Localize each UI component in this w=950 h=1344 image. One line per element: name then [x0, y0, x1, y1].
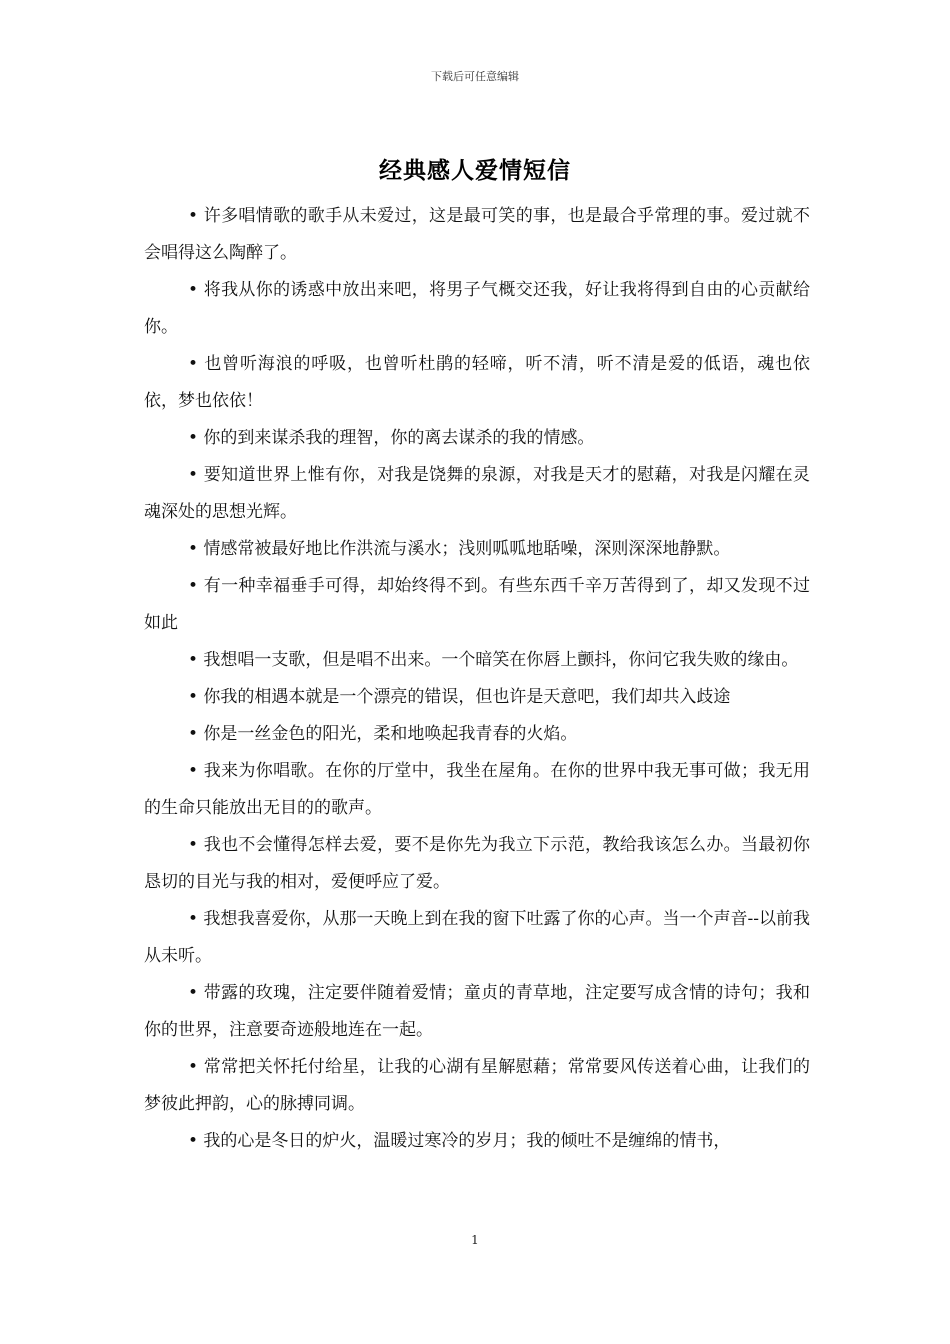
list-item: • 也曾听海浪的呼吸，也曾听杜鹃的轻啼，听不清，听不清是爱的低语，魂也依依，梦也依依！ [144, 354, 810, 411]
document-title: 经典感人爱情短信 [379, 158, 571, 184]
list-item: • 带露的玫瑰，注定要伴随着爱情；童贞的青草地，注定要写成含情的诗句；我和你的世界，注意要奇迹般地连在一起。 [144, 983, 810, 1040]
list-item: • 我也不会懂得怎样去爱，要不是你先为我立下示范，教给我该怎么办。当最初你恳切的目光与我的相对，爱便呼应了爱。 [144, 835, 810, 892]
document-body [144, 198, 810, 1160]
list-item: • 我想我喜爱你，从那一天晚上到在我的窗下吐露了你的心声。当一个声音--以前我从未听。 [144, 909, 810, 966]
list-item: • 我的心是冬日的炉火，温暖过寒冷的岁月；我的倾吐不是缠绵的情书， [188, 1131, 731, 1151]
list-item: • 你我的相遇本就是一个漂亮的错误，但也许是天意吧，我们却共入歧途 [188, 687, 731, 707]
list-item: • 你的到来谋杀我的理智，你的离去谋杀的我的情感。 [188, 428, 595, 448]
list-item: • 常常把关怀托付给星，让我的心湖有星解慰藉；常常要风传送着心曲，让我们的梦彼此押韵，心的脉搏同调。 [144, 1057, 810, 1114]
list-item: • 我来为你唱歌。在你的厅堂中，我坐在屋角。在你的世界中我无事可做；我无用的生命只能放出无目的的歌声。 [144, 761, 810, 818]
header-note: 下载后可任意编辑 [431, 70, 519, 83]
list-item: • 许多唱情歌的歌手从未爱过，这是最可笑的事，也是最合乎常理的事。爱过就不会唱得这么陶醉了。 [144, 206, 810, 263]
list-item: • 我想唱一支歌，但是唱不出来。一个暗笑在你唇上颤抖，你问它我失败的缘由。 [188, 650, 799, 670]
list-item: • 要知道世界上惟有你，对我是饶舞的泉源，对我是天才的慰藉，对我是闪耀在灵魂深处的思想光辉。 [144, 465, 810, 522]
page-number: 1 [471, 1233, 479, 1247]
list-item: • 有一种幸福垂手可得，却始终得不到。有些东西千辛万苦得到了，却又发现不过如此 [144, 576, 810, 633]
list-item: • 你是一丝金色的阳光，柔和地唤起我青春的火焰。 [188, 724, 578, 744]
list-item: • 将我从你的诱惑中放出来吧，将男子气概交还我，好让我将得到自由的心贡献给你。 [144, 280, 810, 337]
list-item: • 情感常被最好地比作洪流与溪水；浅则呱呱地聒噪，深则深深地静默。 [188, 539, 731, 559]
